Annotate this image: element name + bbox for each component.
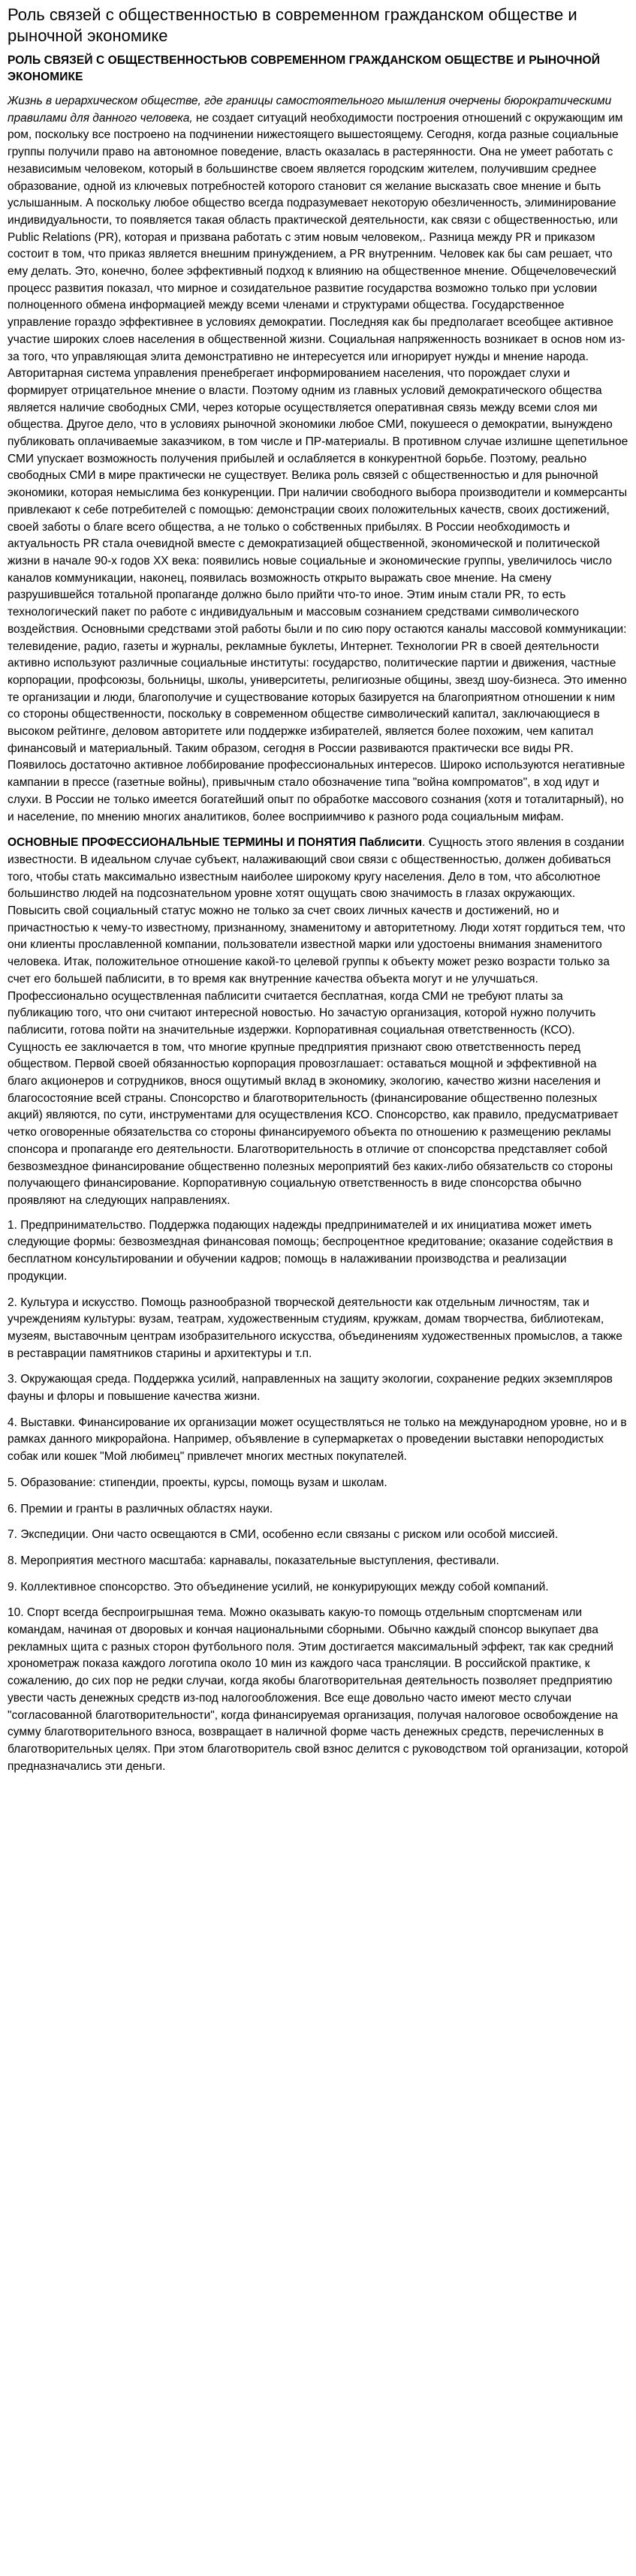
intro-body-text: не создает ситуаций необходимости построения отношений с окружающим им ром, поскольку все построено на подчинении нижестоящего вышестоящему. Сегодня, когда разные социальные группы получили право на автономное поведение, власть оказалась в растерянности. Она не умеет работать с независимым человеком, который в большинстве своем является городским жителем, получившим среднее образование, одной из ключевых потребностей которого становит ся желание высказать свое мнение и быть услышанным. А поскольку любое общество всегда подразумевает некоторую обезличенность, элиминирование индивидуальности, то появляется такая область практической деятельности, как связи с общественностью, или Public Relations (PR), которая и призвана работать с этим новым человеком,. Разница между PR и приказом состоит в том, что приказ является внешним принуждением, а PR внутренним. Человек как бы сам решает, что ему делать. Это, конечно, более эффективный подход к влиянию на общественное мнение. Общечеловеческий процесс развития показал, что мирное и созидательное развитие государства возможно только при условии полноценного обмена информацией между всеми членами и структурами общества. Государственное управление гораздо эффективнее в условиях демократии. Последняя как бы предполагает всеобщее активное участие широких слоев населения в общественной жизни. Социальная напряженность возникает в основ ном из-за того, что управляющая элита демонстративно не интересуется или игнорирует нужды и мнение народа. Авторитарная система управления пренебрегает информированием населения, что порождает слухи и формирует отрицательное мнение о власти. Поэтому одним из главных условий демократического общества является наличие свободных СМИ, через которые осуществляется оперативная связь между всеми слоя ми общества. Другое дело, что в условиях рыночной экономики любое СМИ, покушееся о демократии, вынуждено публиковать оплачиваемые заказчиком, в том числе и ПР-материалы. В противном случае излишне щепетильное СМИ упускает возможность получения прибылей и ослабляется в конкурентной борьбе. Поэтому, реально свободных СМИ в мире практически не существует. Велика роль связей с общественностью и для рыночной экономики, которая немыслима без конкуренции. При наличии свободного выбора производители и коммерсанты привлекают к себе потребителей с помощью: демонстрации своих положительных качеств, своих достижений, своей заботы о благе всего общества, а не только о собственных прибылях. В России необходимость и актуальность PR стала очевидной вместе с демократизацией общественной, экономической и политической жизни в начале 90-х годов XX века: появились новые социальные и экономические группы, увеличилось число каналов коммуникации, наконец, появилась возможность открыто выражать свое мнение. На смену разрушившейся тотальной пропаганде должно было прийти что-то иное. Этим иным стали PR, то есть технологический пакет по работе с индивидуальным и массовым сознанием средствами символического воздействия. Основными средствами этой работы были и по сию пору остаются каналы массовой коммуникации: телевидение, радио, газеты и журналы, рекламные буклеты, Интернет. Технологии PR в своей деятельности активно используют различные социальные институты: государство, политические партии и движения, частные корпорации, профсоюзы, больницы, школы, университеты, религиозные общины, звезд шоу-бизнеса. Это именно те организации и люди, благополучие и существование которых базируется на благоприятном отношении к ним со стороны общественности, поскольку в современном обществе символический капитал, заключающиеся в высоком рейтинге, деловом авторитете или поддержке избирателей, является более похожим, чем капитал финансовый и материальный. Таким образом, сегодня в России развиваются практически все виды PR. Появилось достаточно активное лоббирование профессиональных интересов. Широко используются негативные кампании в прессе (газетные войны), привычным стало обозначение типа "война компроматов", в ход идут и слухи. В России не только имеется богатейший опыт по обработке массового сознания (хотя и тоталитарный), но и население, по мнению многих аналитиков, более восприимчиво к разного рода социальным мифам.	[8, 111, 628, 823]
list-item-culture: 2. Культура и искусство. Помощь разнообразной творческой деятельности как отдельным личностям, так и учреждениям культуры: вузам, театрам, художественным студиям, кружкам, домам творчества, библиотекам, музеям, выставочным центрам изобразительного искусства, объединениям художественных промыслов, а также в реставрации памятников старины и архитектуры и т.п.	[8, 1296, 622, 1360]
terms-heading: ОСНОВНЫЕ ПРОФЕССИОНАЛЬНЫЕ ТЕРМИНЫ И ПОНЯТИЯ Паблисити	[8, 836, 423, 850]
list-item-sport: 10. Спорт всегда беспроигрышная тема. Можно оказывать какую-то помощь отдельным спортсменам или командам, начиная от дворовых и кончая национальными сборными. Обычно каждый спонсор выкупает два рекламных щита с разных сторон футбольного поля. Этим достигается максимальный эффект, так как средний хронометраж показа каждого логотипа около 10 мин из каждого часа трансляции. В российской практике, к сожалению, до сих пор не редки случаи, когда якобы благотворительная деятельность позволяет предприятию увести часть денежных средств из-под налогообложения. Все еще довольно часто имеют место случаи "согласованной благотворительности", когда финансируемая организация, получая налоговое освобождение на сумму благотворительного взноса, возвращает в наличной форме часть денежных средств, перечисленных в благотворительных целях. При этом благотворитель свой взнос делится с руководством той организации, которой предназначались эти деньги.	[8, 1606, 628, 1773]
list-item-expeditions: 7. Экспедиции. Они часто освещаются в СМИ, особенно если связаны с риском или особой миссией.	[8, 1528, 559, 1542]
list-item-local-events: 8. Мероприятия местного масштаба: карнавалы, показательные выступления, фестивали.	[8, 1554, 499, 1567]
document-subtitle: РОЛЬ СВЯЗЕЙ С ОБЩЕСТВЕННОСТЬЮВ СОВРЕМЕННОМ ГРАЖДАНСКОМ ОБЩЕСТВЕ И РЫНОЧНОЙ ЭКОНОМИКЕ	[8, 54, 601, 83]
intro-lead-text: Жизнь в иерархическом обществе, где границы самостоятельного мышления очерчены бюрократическими правилами для данного человека,	[8, 95, 612, 125]
list-item-entrepreneurship: 1. Предпринимательство. Поддержка подающих надежды предпринимателей и их инициатива может иметь следующие формы: безвозмездная финансовая помощь; беспроцентное кредитование; оказание содействия в бесплатном консультировании и обучении кадров; помощь в налаживании производства и реализации продукции.	[8, 1218, 613, 1283]
terms-body-text: . Сущность этого явления в создании известности. В идеальном случае субъект, налаживающий свои связи с общественностью, должен добиваться того, чтобы стать максимально известным наиболее широкому кругу населения. Дело в том, что абсолютное большинство людей на подсознательном уровне хотят ощущать свою значимость в глазах окружающих. Повысить свой социальный статус можно не только за счет своих личных качеств и достижений, но и причастностью к чему-то известному, признанному, знаменитому и авторитетному. Люди хотят гордиться тем, что они клиенты прославленной компании, пользователи известной марки или удостоены внимания знаменитого человека. Итак, положительное отношение какой-то целевой группы к объекту может резко возрасти только за счет его большей паблисити, в то время как внутренние качества объекта могут и не улучшаться. Профессионально осуществленная паблисити считается бесплатная, когда СМИ не требуют платы за публикацию того, что они считают интересной новостью. Но зачастую организация, которой нужно получить паблисити, готова пойти на значительные издержки. Корпоративная социальная ответственность (КСО). Сущность ее заключается в том, что многие крупные предприятия признают свою ответственность перед обществом. Первой своей обязанностью корпорация провозглашает: оставаться мощной и эффективной на благо акционеров и сотрудников, внося ощутимый вклад в экономику, экологию, качество жизни населения и благосостояние всей страны. Спонсорство и благотворительность (финансирование общественно полезных акций) являются, по сути, инструментами для осуществления КСО. Спонсорство, как правило, предусматривает четко оговоренные обязательства со стороны финансируемого объекта по отношению к размещению рекламы спонсора и пропаганде его деятельности. Благотворительность в отличие от спонсорства представляет собой безвозмездное финансирование общественно полезных мероприятий без каких-либо обязательств со стороны получающего финансирование. Корпоративную социальную ответственность в виде спонсорства обычно проявляют на следующих направлениях.	[8, 836, 625, 1207]
list-item-exhibitions: 4. Выставки. Финансирование их организации может осуществляться не только на международном уровне, но и в рамках данного микрорайона. Например, объявление в супермаркетах о проведении выставки непородистых собак или кошек "Мой любимец" привлечет многих местных покупателей.	[8, 1416, 627, 1464]
intro-paragraph	[8, 93, 628, 826]
document-title: Роль связей с общественностью в современном гражданском обществе и рыночной экономике	[8, 5, 577, 45]
terms-paragraph	[8, 835, 628, 1209]
list-item-collective-sponsorship: 9. Коллективное спонсорство. Это объединение усилий, не конкурирующих между собой компаний.	[8, 1580, 549, 1593]
list-item-grants: 6. Премии и гранты в различных областях науки.	[8, 1502, 273, 1515]
list-item-environment: 3. Окружающая среда. Поддержка усилий, направленных на защиту экологии, сохранение редких экземпляров фауны и флоры и повышение качества жизни.	[8, 1373, 613, 1404]
list-item-education: 5. Образование: стипендии, проекты, курсы, помощь вузам и школам.	[8, 1476, 387, 1489]
